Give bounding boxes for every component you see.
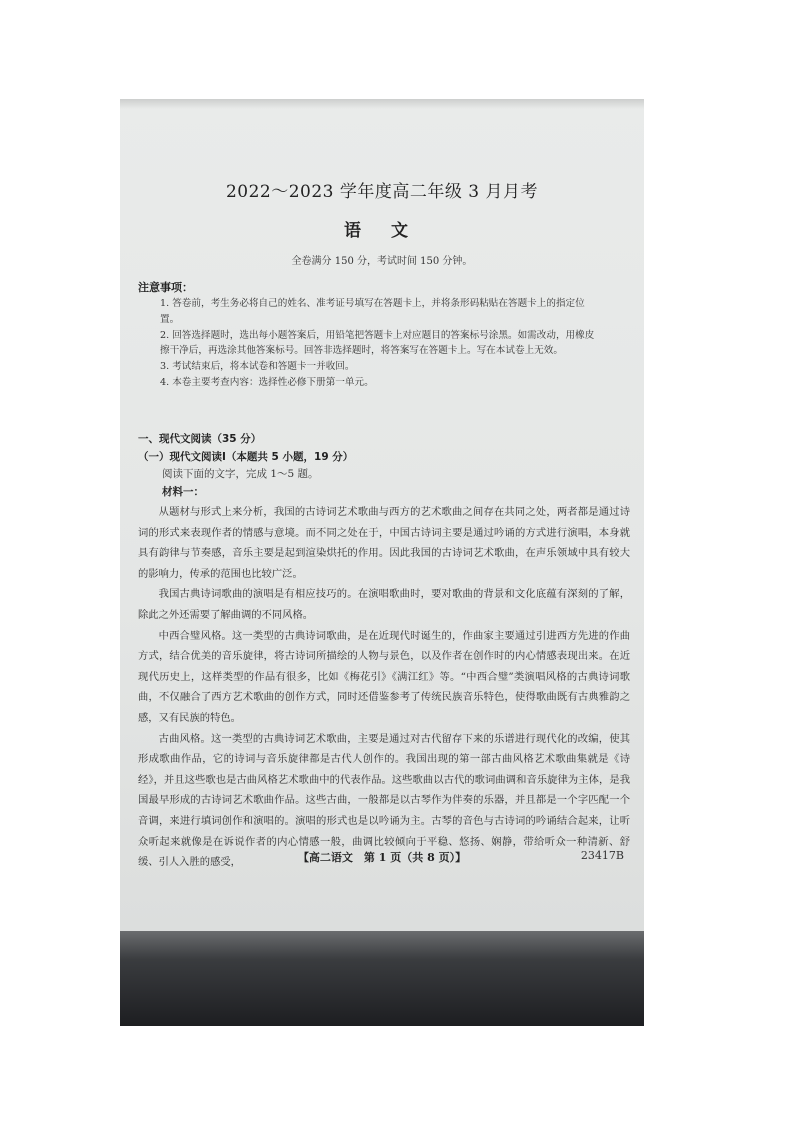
notice-item: 2. 回答选择题时，选出每小题答案后，用铅笔把答题卡上对应题目的答案标号涂黑。如需改动，用橡皮擦干净后，再选涂其他答案标号。回答非选择题时，将答案写在答题卡上。写在本试卷上无效。 bbox=[160, 329, 595, 357]
passage-paragraph: 古曲风格。这一类型的古典诗词艺术歌曲，主要是通过对古代留存下来的乐谱进行现代化的改编，使其形成歌曲作品，它的诗词与音乐旋律都是古代人创作的。我国出现的第一部古曲风格艺术歌曲集就是《诗经》，并且这些歌也是古曲风格艺术歌曲中的代表作品。这些歌曲以古代的歌词曲调和音乐旋律为主体，是我国最早形成的古诗词艺术歌曲作品。这些古曲，一般都是以古琴作为伴奏的乐器，并且都是一个字匹配一个音调，来进行填词创作和演唱的。演唱的形式也是以吟诵为主。古琴的音色与古诗词的吟诵结合起来，让听众听起来就像是在诉说作者的内心情感一般，曲调比较倾向于平稳、悠扬、娴静，带给听众一种清新、舒缓、引人入胜的感受， bbox=[138, 732, 630, 869]
notice-item: 4. 本卷主要考查内容：选择性必修下册第一单元。 bbox=[160, 376, 374, 388]
subsection-heading: （一）现代文阅读Ⅰ（本题共 5 小题，19 分） bbox=[138, 451, 354, 463]
document-photo bbox=[120, 99, 644, 1026]
passage-paragraph: 中西合璧风格。这一类型的古典诗词歌曲，是在近现代时诞生的，作曲家主要通过引进西方先进的作曲方式，结合优美的音乐旋律，将古诗词所描绘的人物与景色，以及作者在创作时的内心情感表现出来。在近现代历史上，这样类型的作品有很多，比如《梅花引》《满江红》等。“中西合璧”类演唱风格的古典诗词歌曲，不仅融合了西方艺术歌曲的创作方式，同时还借鉴参考了传统民族音乐特色，使得歌曲既有古典雅韵之感，又有民族的特色。 bbox=[138, 629, 630, 724]
passage-paragraph: 从题材与形式上来分析，我国的古诗词艺术歌曲与西方的艺术歌曲之间存在共同之处，两者都是通过诗词的形式来表现作者的情感与意境。而不同之处在于，中国古诗词主要是通过吟诵的方式进行演唱，本身就具有韵律与节奏感，音乐主要是起到渲染烘托的作用。因此我国的古诗词艺术歌曲，在声乐领域中具有较大的影响力，传承的范围也比较广泛。 bbox=[138, 506, 630, 580]
section-heading: 一、现代文阅读（35 分） bbox=[138, 433, 262, 445]
subject-title: 语 文 bbox=[344, 221, 420, 241]
passage-body bbox=[138, 502, 630, 873]
material-label: 材料一： bbox=[162, 486, 204, 498]
notice-list bbox=[160, 296, 600, 391]
page-footer-label: 【高二语文 第 1 页（共 8 页）】 bbox=[297, 851, 467, 864]
score-time-line: 全卷满分 150 分，考试时间 150 分钟。 bbox=[291, 256, 473, 267]
passage-paragraph: 我国古典诗词歌曲的演唱是有相应技巧的。在演唱歌曲时，要对歌曲的背景和文化底蕴有深刻的了解，除此之外还需要了解曲调的不同风格。 bbox=[138, 588, 630, 621]
reading-instruction: 阅读下面的文字，完成 1～5 题。 bbox=[162, 468, 319, 480]
background-surface bbox=[120, 931, 644, 1026]
page-edge-shadow bbox=[120, 99, 644, 109]
page-footer-code: 23417B bbox=[580, 849, 624, 862]
exam-title: 2022～2023 学年度高二年级 3 月月考 bbox=[225, 182, 539, 202]
exam-page bbox=[120, 99, 644, 931]
notice-item: 3. 考试结束后，将本试卷和答题卡一并收回。 bbox=[160, 361, 355, 373]
notice-heading: 注意事项： bbox=[138, 281, 193, 294]
notice-item: 1. 答卷前，考生务必将自己的姓名、准考证号填写在答题卡上，并将条形码粘贴在答题卡上的指定位置。 bbox=[160, 298, 585, 325]
